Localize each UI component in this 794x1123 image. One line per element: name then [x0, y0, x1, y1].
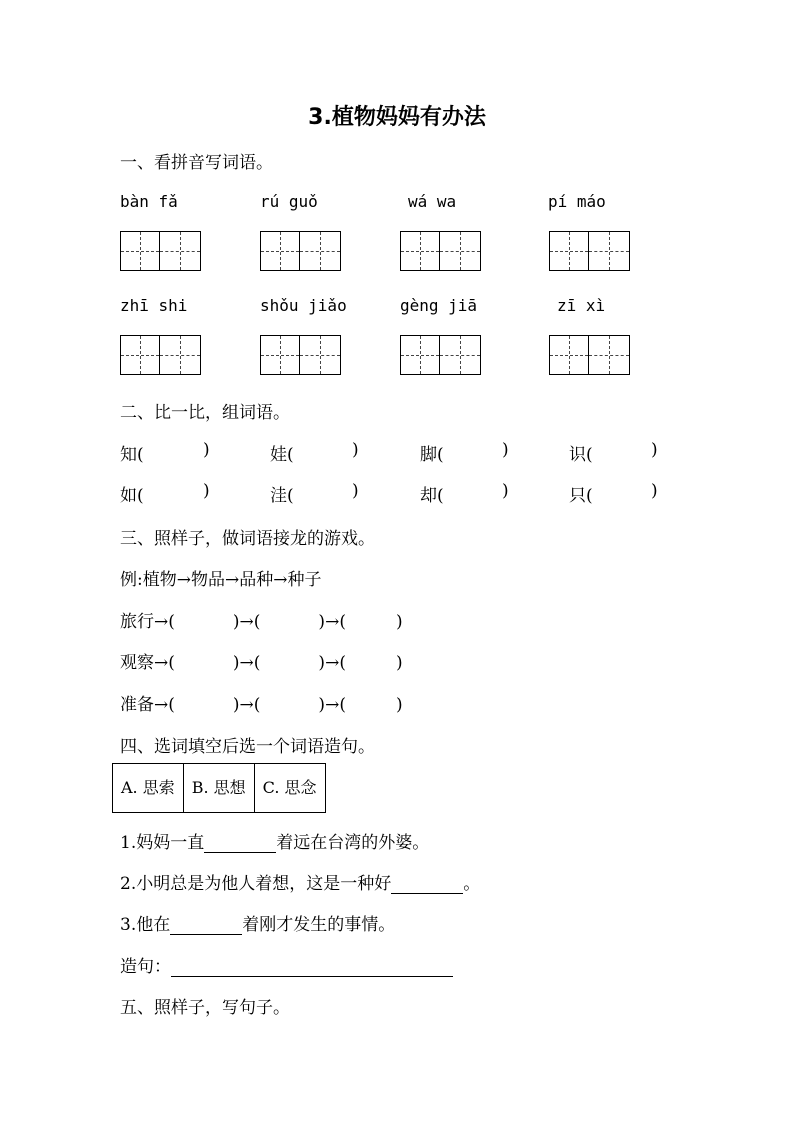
make-sentence-label: 造句： [120, 957, 171, 977]
tianzige-cell[interactable] [160, 335, 201, 375]
paren-close: ) [352, 440, 359, 460]
paren-close: ) [203, 481, 210, 501]
compare-prompt: 识( [569, 445, 593, 465]
section2-heading: 二、比一比，组词语。 [120, 403, 290, 423]
writing-grid[interactable] [120, 335, 201, 375]
section3-heading: 三、照样子，做词语接龙的游戏。 [120, 529, 375, 549]
arrow: → [154, 612, 169, 632]
tianzige-cell[interactable] [400, 231, 440, 271]
paren-open: ( [168, 653, 175, 673]
tianzige-cell[interactable] [300, 335, 341, 375]
tianzige-cell[interactable] [260, 231, 300, 271]
arrow: → [239, 653, 254, 673]
paren-close: ) [352, 481, 359, 501]
writing-grid[interactable] [120, 231, 201, 271]
pinyin-label: pí máo [548, 192, 606, 211]
example-text: 例:植物→物品→品种→种子 [120, 570, 322, 590]
paren-close: ) [651, 481, 658, 501]
option-b: B. 思想 [184, 764, 255, 812]
arrow: → [154, 653, 169, 673]
arrow: → [239, 612, 254, 632]
paren-close: ) [502, 440, 509, 460]
compare-prompt: 娃( [270, 445, 294, 465]
tianzige-cell[interactable] [400, 335, 440, 375]
chain-start-word: 准备 [120, 695, 154, 715]
arrow: → [325, 653, 340, 673]
arrow: → [325, 612, 340, 632]
paren-open: ( [339, 612, 346, 632]
tianzige-cell[interactable] [589, 231, 630, 271]
question-text: 2.小明总是为他人着想，这是一种好 [120, 874, 392, 894]
paren-close: ) [651, 440, 658, 460]
paren-close: ) [395, 653, 403, 673]
paren-close: ) [232, 695, 240, 715]
tianzige-cell[interactable] [549, 231, 589, 271]
paren-close: ) [318, 695, 326, 715]
pinyin-label: zī xì [557, 296, 606, 315]
compare-prompt: 只( [569, 486, 593, 506]
tianzige-cell[interactable] [589, 335, 630, 375]
question-text: 着远在台湾的外婆。 [276, 833, 430, 853]
question-3 [120, 910, 395, 935]
paren-open: ( [253, 612, 261, 632]
arrow: → [325, 695, 340, 715]
question-text: 。 [463, 874, 481, 894]
tianzige-cell[interactable] [260, 335, 300, 375]
compare-prompt: 如( [120, 486, 144, 506]
paren-close: ) [232, 612, 240, 632]
sentence-blank[interactable] [171, 958, 453, 977]
tianzige-cell[interactable] [440, 231, 481, 271]
arrow: → [154, 695, 169, 715]
fill-blank[interactable] [391, 875, 463, 894]
option-c: C. 思念 [262, 778, 317, 797]
writing-grid[interactable] [400, 335, 481, 375]
page-title: 3.植物妈妈有办法 [308, 105, 486, 130]
paren-close: ) [502, 481, 509, 501]
question-text: 3.他在 [120, 915, 171, 935]
writing-grid[interactable] [549, 231, 630, 271]
tianzige-cell[interactable] [440, 335, 481, 375]
paren-open: ( [253, 695, 261, 715]
paren-open: ( [339, 695, 346, 715]
section5-heading: 五、照样子，写句子。 [120, 998, 290, 1018]
pinyin-label: zhī shi [120, 296, 188, 315]
fill-blank[interactable] [204, 834, 276, 853]
paren-close: ) [232, 653, 240, 673]
writing-grid[interactable] [400, 231, 481, 271]
pinyin-label: rú guǒ [260, 192, 318, 211]
pinyin-label: bàn fǎ [120, 192, 178, 211]
word-options-box [112, 763, 326, 813]
arrow: → [239, 695, 254, 715]
pinyin-label: gèng jiā [400, 296, 478, 315]
writing-grid[interactable] [549, 335, 630, 375]
chain-row [120, 690, 403, 715]
tianzige-cell[interactable] [549, 335, 589, 375]
paren-close: ) [318, 612, 326, 632]
compare-prompt: 却( [420, 486, 444, 506]
paren-close: ) [395, 695, 403, 715]
section1-heading: 一、看拼音写词语。 [120, 153, 273, 173]
writing-grid[interactable] [260, 231, 341, 271]
chain-start-word: 观察 [120, 653, 154, 673]
paren-open: ( [168, 695, 175, 715]
question-text: 1.妈妈一直 [120, 833, 205, 853]
question-text: 着刚才发生的事情。 [242, 915, 396, 935]
pinyin-label: wá wa [408, 192, 457, 211]
writing-grid[interactable] [260, 335, 341, 375]
tianzige-cell[interactable] [160, 231, 201, 271]
paren-open: ( [253, 653, 261, 673]
make-sentence-row [120, 952, 453, 977]
question-2 [120, 869, 480, 894]
fill-blank[interactable] [170, 916, 242, 935]
pinyin-label: shǒu jiǎo [260, 296, 347, 315]
chain-row [120, 648, 403, 673]
compare-prompt: 洼( [270, 486, 294, 506]
paren-open: ( [339, 653, 346, 673]
paren-close: ) [318, 653, 326, 673]
section4-heading: 四、选词填空后选一个词语造句。 [120, 737, 375, 757]
chain-start-word: 旅行 [120, 612, 154, 632]
paren-close: ) [203, 440, 210, 460]
option-a: A. 思索 [113, 764, 184, 812]
paren-open: ( [168, 612, 175, 632]
question-1 [120, 828, 429, 853]
compare-prompt: 脚( [420, 445, 444, 465]
tianzige-cell[interactable] [300, 231, 341, 271]
paren-close: ) [395, 612, 403, 632]
compare-prompt: 知( [120, 445, 144, 465]
chain-row [120, 607, 403, 632]
tianzige-cell[interactable] [120, 231, 160, 271]
tianzige-cell[interactable] [120, 335, 160, 375]
